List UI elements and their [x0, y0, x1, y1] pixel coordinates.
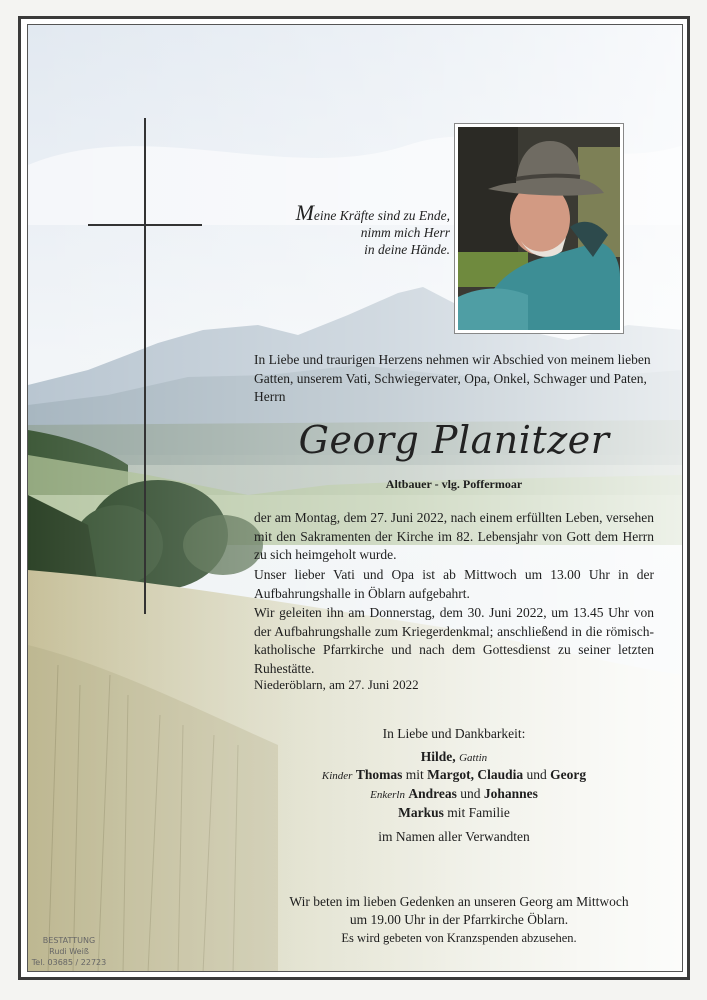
grandchild-johannes: Johannes: [483, 786, 538, 801]
child-margot-claudia: Margot, Claudia: [427, 767, 524, 782]
grandchildren-and: und: [460, 786, 481, 801]
children-relation: Kinder: [321, 770, 353, 782]
mourner-grandchildren: [254, 786, 654, 802]
funeral-home-stamp: [30, 935, 108, 968]
mourner-children: [254, 767, 654, 783]
portrait-image: [458, 127, 620, 330]
children-and: und: [526, 767, 547, 782]
cross-vertical-bar: [144, 118, 146, 614]
quote-line-1: [250, 200, 450, 225]
place-date: Niederöblarn, am 27. Juni 2022: [254, 677, 419, 692]
memorial-quote: [250, 200, 450, 258]
wife-name: Hilde,: [420, 749, 456, 764]
prayer-line-2: um 19.00 Uhr in der Pfarrkirche Öblarn.: [349, 912, 569, 927]
flowers-note: Es wird gebeten von Kranzspenden abzusehen.: [341, 931, 577, 945]
quote-line-1-rest: eine Kräfte sind zu Ende,: [313, 208, 450, 223]
prayer-line-1: Wir beten im lieben Gedenken an unseren Georg am Mittwoch: [289, 894, 629, 909]
deceased-title: Altbauer - vlg. Poffermoar: [385, 477, 523, 491]
deceased-name: Georg Planitzer: [298, 418, 610, 462]
grandchildren-relation: Enkerln: [370, 789, 405, 801]
grandchild-andreas: Andreas: [408, 786, 457, 801]
mourner-markus: [254, 805, 654, 821]
stamp-line-3: Tel. 03685 / 22723: [31, 958, 107, 967]
cross-horizontal-bar: [88, 224, 202, 226]
quote-line-2: nimm mich Herr: [360, 225, 450, 240]
funeral-paragraph: Wir geleiten ihn am Donnerstag, dem 30. Juni 2022, um 13.45 Uhr von der Aufbahrungshalle zum Kriegerdenkmal; anschließend in die römisch-katholische Pfarrkirche und nach dem Gottesdienst zu seiner letzten Ruhestätte.: [254, 605, 654, 676]
stamp-line-2: Rudi Weiß: [49, 947, 89, 956]
markus-name: Markus: [398, 805, 444, 820]
mourner-relatives: im Namen aller Verwandten: [378, 829, 530, 844]
prayer-notice: [254, 893, 664, 929]
child-georg: Georg: [550, 767, 587, 782]
death-paragraph: der am Montag, dem 27. Juni 2022, nach einem erfüllten Leben, versehen mit den Sakramenten der Kirche im 82. Lebensjahr von Gott dem Herrn zu sich heimgeholt wurde.: [254, 510, 654, 562]
stamp-line-1: BESTATTUNG: [42, 936, 96, 945]
markus-family: mit Familie: [447, 805, 510, 820]
mourner-wife: [254, 749, 654, 765]
child-thomas: Thomas: [355, 767, 403, 782]
quote-line-3: in deine Hände.: [364, 242, 450, 257]
mourners-heading: In Liebe und Dankbarkeit:: [382, 726, 526, 741]
intro-text: In Liebe und traurigen Herzens nehmen wir Abschied von meinem lieben Gatten, unserem Vati, Schwiegervater, Opa, Onkel, Schwager und Paten, Herrn: [254, 352, 651, 404]
wife-relation: Gattin: [459, 752, 488, 764]
portrait-photo: [454, 123, 624, 334]
quote-initial: M: [295, 200, 314, 225]
children-with: mit: [405, 767, 424, 782]
laid-out-paragraph: Unser lieber Vati und Opa ist ab Mittwoch um 13.00 Uhr in der Aufbahrungshalle in Öblarn aufgebahrt.: [254, 567, 654, 601]
